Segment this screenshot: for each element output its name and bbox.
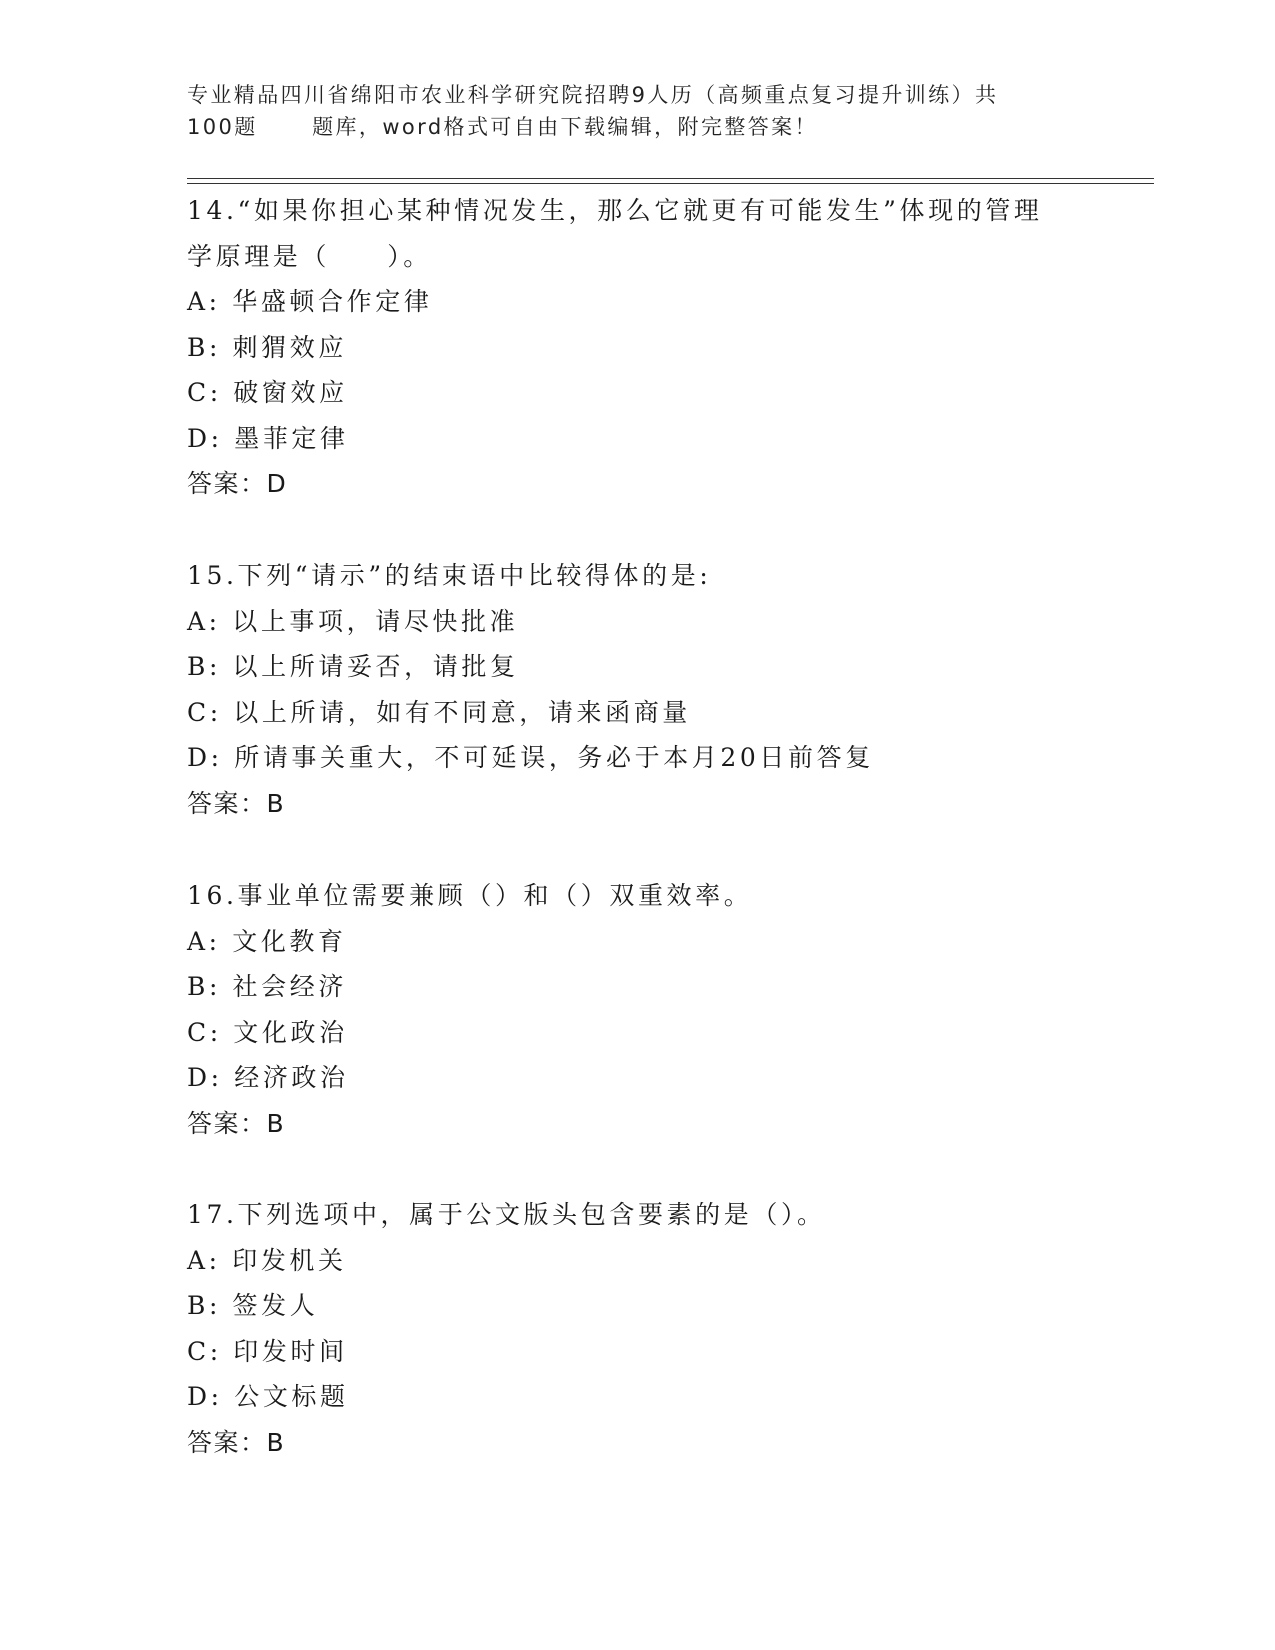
option-d: D: 墨菲定律 — [187, 423, 349, 453]
answer: 答案：B — [187, 1108, 286, 1138]
question-stem: 15.下列“请示”的结束语中比较得体的是: — [187, 561, 712, 590]
question-stem: 17.下列选项中，属于公文版头包含要素的是（）。 — [187, 1200, 826, 1229]
option-a: A: 印发机关 — [187, 1245, 347, 1275]
answer: 答案：B — [187, 1427, 286, 1457]
answer: 答案：D — [187, 469, 288, 498]
document-header-line-2: 100题 题库，word格式可自由下载编辑，附完整答案！ — [187, 115, 818, 139]
option-b: B: 刺猬效应 — [187, 332, 347, 362]
header-divider-bottom — [187, 183, 1154, 184]
option-a: A: 华盛顿合作定律 — [187, 287, 433, 316]
option-a: A: 文化教育 — [187, 926, 347, 956]
question-14 — [187, 188, 1157, 507]
answer: 答案：B — [187, 788, 286, 818]
option-c: C: 破窗效应 — [187, 378, 348, 407]
option-b: B: 社会经济 — [187, 972, 347, 1001]
question-stem-continued: 学原理是（ ）。 — [187, 241, 432, 271]
option-d: D: 所请事关重大，不可延误，务必于本月20日前答复 — [187, 743, 874, 772]
header-divider-top — [187, 178, 1154, 179]
option-c: C: 印发时间 — [187, 1336, 348, 1366]
question-17 — [187, 1192, 1157, 1465]
option-a: A: 以上事项，请尽快批准 — [187, 606, 519, 636]
question-15 — [187, 553, 1157, 826]
question-16 — [187, 873, 1157, 1146]
option-d: D: 经济政治 — [187, 1063, 349, 1092]
option-c: C: 文化政治 — [187, 1017, 348, 1047]
option-b: B: 以上所请妥否，请批复 — [187, 652, 519, 681]
option-d: D: 公文标题 — [187, 1382, 349, 1411]
question-stem: 16.事业单位需要兼顾（）和（）双重效率。 — [187, 881, 753, 910]
document-header-line-1: 专业精品四川省绵阳市农业科学研究院招聘9人历（高频重点复习提升训练）共 — [187, 83, 999, 107]
option-c: C: 以上所请，如有不同意，请来函商量 — [187, 697, 691, 727]
question-stem: 14.“如果你担心某种情况发生，那么它就更有可能发生”体现的管理 — [187, 196, 1043, 225]
option-b: B: 签发人 — [187, 1291, 319, 1320]
